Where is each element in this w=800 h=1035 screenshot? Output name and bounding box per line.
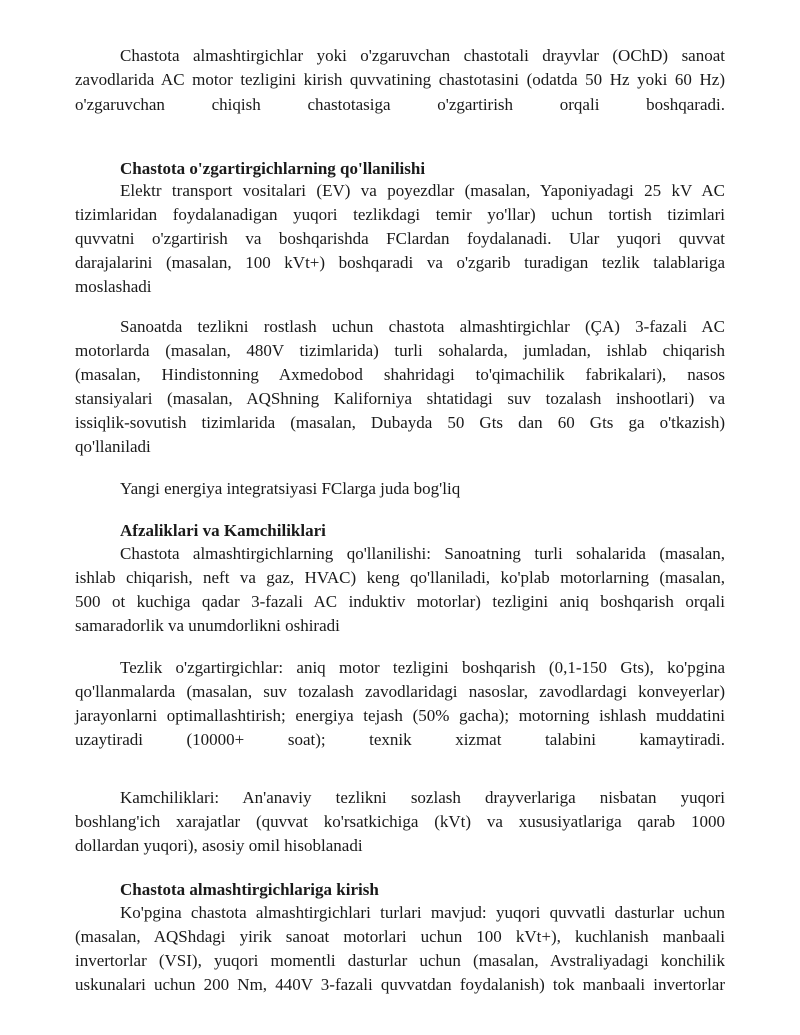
paragraph-line: motorlarda (masalan, 480V tizimlarida) turli sohalarda, jumladan, ishlab chiqarish (75, 341, 725, 360)
paragraph-line: invertorlar (VSI), yuqori momentli dasturlar uchun (masalan, Avstraliyadagi konchilik (75, 951, 725, 970)
paragraph-line: (masalan, Hindistonning Axmedobod shahridagi to'qimachilik fabrikalari), nasos (75, 365, 725, 384)
paragraph-line: issiqlik-sovutish tizimlarida (masalan, Dubayda 50 Gts dan 60 Gts ga o'tkazish) (75, 413, 725, 432)
section-heading: Chastota o'zgartirgichlarning qo'llanilishi (120, 159, 426, 178)
paragraph-line: tizimlaridan foydalanadigan yuqori tezlikdagi temir yo'llar) uchun tortish tizimlari (75, 205, 725, 224)
paragraph-line: jarayonlarni optimallashtirish; energiya tejash (50% gacha); motorning ishlash muddatini (75, 706, 725, 725)
paragraph-line: stansiyalari (masalan, AQShning Kaliforniya shtatidagi suv tozalash inshootlari) va (75, 389, 725, 408)
paragraph-line: 500 ot kuchiga qadar 3-fazali AC induktiv motorlar) tezligini aniq boshqarish orqali (75, 592, 725, 611)
paragraph-line: quvvatni o'zgartirish va boshqarishda FClardan foydalanadi. Ular yuqori quvvat (75, 229, 725, 248)
paragraph-line: Chastota almashtirgichlarning qo'llanilishi: Sanoatning turli sohalarida (masalan, (120, 544, 725, 563)
paragraph-line: ishlab chiqarish, neft va gaz, HVAC) keng qo'llaniladi, ko'plab motorlarning (masalan, (75, 568, 725, 587)
paragraph-line: dollardan yuqori), asosiy omil hisoblanadi (75, 836, 363, 855)
paragraph-line: Yangi energiya integratsiyasi FClarga juda bog'liq (120, 479, 461, 498)
section-heading: Chastota almashtirgichlariga kirish (120, 880, 379, 899)
section-heading: Afzaliklari va Kamchiliklari (120, 521, 326, 540)
paragraph-line: Chastota almashtirgichlar yoki o'zgaruvchan chastotali drayvlar (OChD) sanoat (120, 46, 725, 65)
paragraph-line: samaradorlik va unumdorlikni oshiradi (75, 616, 340, 635)
paragraph-line: Sanoatda tezlikni rostlash uchun chastota almashtirgichlar (ÇA) 3-fazali AC (120, 317, 725, 336)
paragraph-line: uskunalari uchun 200 Nm, 440V 3-fazali quvvatdan foydalanish) tok manbaali invertorlar (75, 975, 725, 994)
paragraph-line: (masalan, AQShdagi yirik sanoat motorlari uchun 100 kVt+), kuchlanish manbaali (75, 927, 725, 946)
paragraph-line: qo'llanmalarda (masalan, suv tozalash zavodlaridagi nasoslar, zavodlardagi konveyerlar) (75, 682, 725, 701)
paragraph-line: moslashadi (75, 277, 152, 296)
paragraph-line: Tezlik o'zgartirgichlar: aniq motor tezligini boshqarish (0,1-150 Gts), ko'pgina (120, 658, 725, 677)
paragraph-line: zavodlarida AC motor tezligini kirish quvvatining chastotasini (odatda 50 Hz yoki 60 Hz) (75, 70, 725, 89)
paragraph-line: Elektr transport vositalari (EV) va poyezdlar (masalan, Yaponiyadagi 25 kV AC (120, 181, 725, 200)
paragraph-line: boshlang'ich xarajatlar (quvvat ko'rsatkichiga (kVt) va xususiyatlariga qarab 1000 (75, 812, 725, 831)
paragraph-line: qo'llaniladi (75, 437, 151, 456)
paragraph-line: Ko'pgina chastota almashtirgichlari turlari mavjud: yuqori quvvatli dasturlar uchun (120, 903, 725, 922)
paragraph-line: o'zgaruvchan chiqish chastotasiga o'zgartirish orqali boshqaradi. (75, 95, 725, 114)
paragraph-line: uzaytiradi (10000+ soat); texnik xizmat talabini kamaytiradi. (75, 730, 725, 749)
paragraph-line: Kamchiliklari: An'anaviy tezlikni sozlash drayverlariga nisbatan yuqori (120, 788, 725, 807)
paragraph-line: darajalarini (masalan, 100 kVt+) boshqaradi va o'zgarib turadigan tezlik talablariga (75, 253, 725, 272)
